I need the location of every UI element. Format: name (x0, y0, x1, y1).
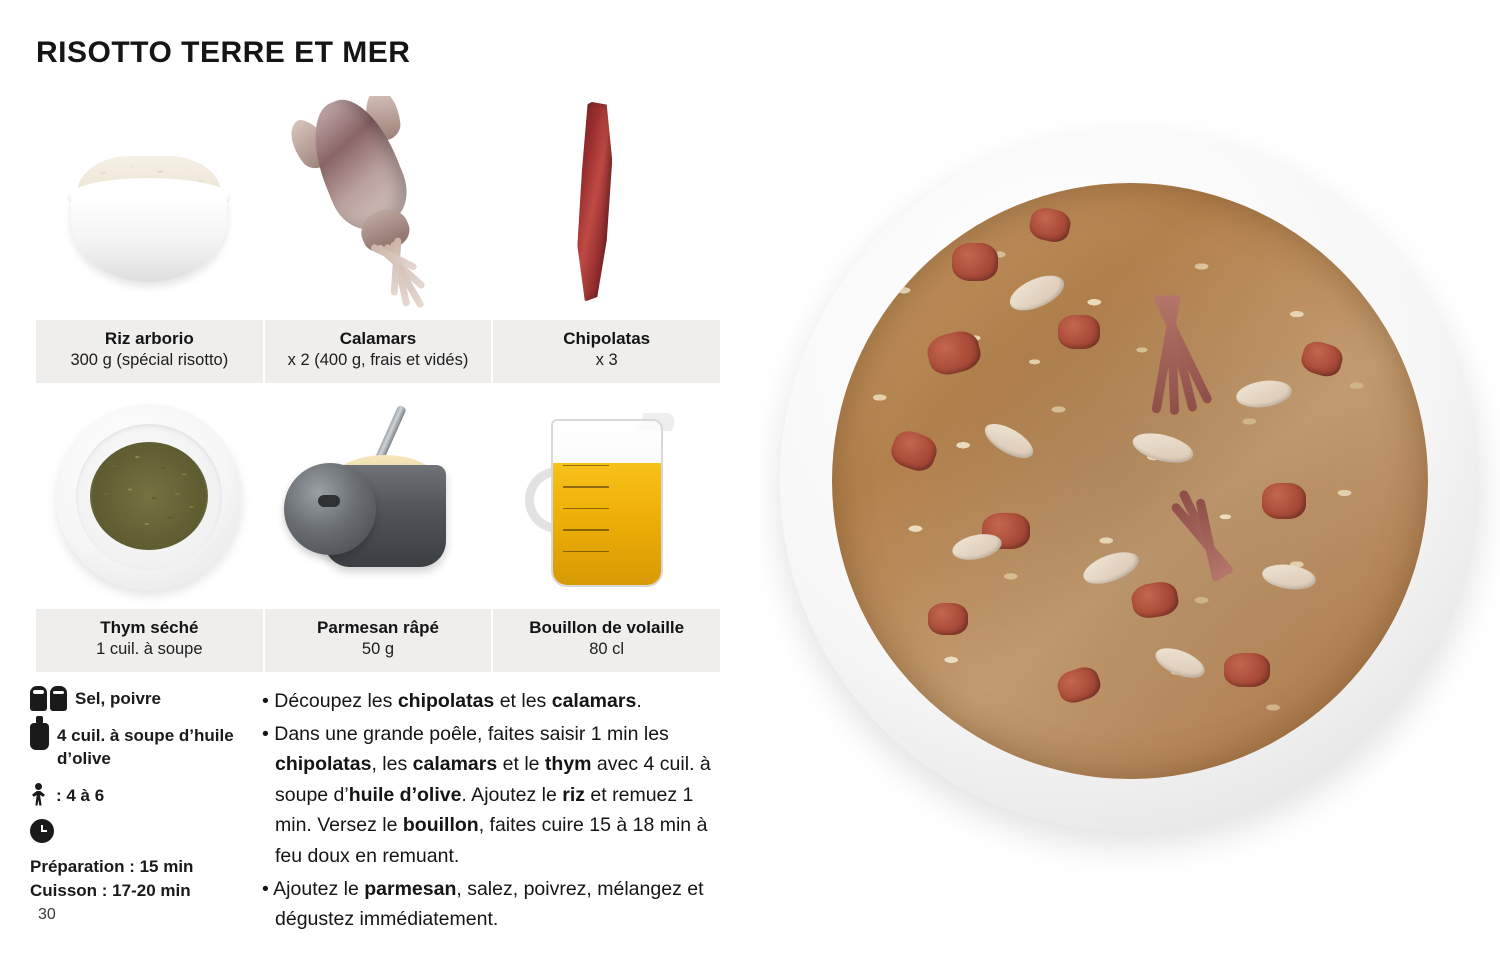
ingredient-name: Bouillon de volaille (529, 618, 685, 638)
ingredient-caption (493, 609, 720, 672)
squid-icon (265, 96, 492, 320)
recipe-meta (30, 686, 242, 903)
page-number: 30 (38, 906, 56, 923)
ingredient-quantity: 80 cl (589, 639, 625, 658)
ingredient-caption (36, 609, 263, 672)
sausage-piece (1262, 483, 1306, 519)
rice-bowl-icon (36, 96, 263, 320)
risotto-surface (832, 183, 1428, 779)
ingredient-caption (493, 320, 720, 383)
salt-pepper-shaker-icon (30, 686, 67, 711)
sausage-piece (928, 603, 968, 635)
seasoning-label: Sel, poivre (75, 689, 161, 708)
ingredient-quantity: x 3 (595, 350, 618, 369)
ingredient-quantity: x 2 (400 g, frais et vidés) (287, 350, 469, 369)
ingredient-quantity: 1 cuil. à soupe (96, 639, 203, 658)
seasoning-row (30, 686, 242, 711)
sausage-piece (952, 243, 998, 281)
ingredient-caption (265, 609, 492, 672)
squid-tentacles (1132, 295, 1196, 445)
ingredient-quantity: 50 g (361, 639, 395, 658)
page-title: RISOTTO TERRE ET MER (36, 36, 411, 69)
sausage-icon (493, 96, 720, 320)
olive-oil-label: 4 cuil. à soupe d’huile d’olive (57, 726, 234, 768)
thyme-plate-icon (36, 385, 263, 609)
ingredient-name: Calamars (339, 329, 417, 349)
sausage-piece (1224, 653, 1270, 687)
instruction-step: • Ajoutez le parmesan, salez, poivrez, mélangez et dégustez immédiatement. (262, 877, 704, 931)
ingredients-grid (36, 96, 720, 672)
clock-icon (30, 819, 54, 843)
ingredient-caption (36, 320, 263, 383)
timing-row (30, 819, 242, 843)
broth-jug-icon (493, 385, 720, 609)
ingredient-quantity: 300 g (spécial risotto) (70, 350, 229, 369)
ingredient-name: Riz arborio (104, 329, 194, 349)
instructions-list (262, 686, 722, 937)
ingredient-card-broth (493, 385, 720, 672)
ingredient-card-rice (36, 96, 263, 383)
ingredient-card-squid (265, 96, 492, 383)
dish-photo (760, 0, 1500, 962)
oil-bottle-icon (30, 723, 49, 750)
servings-label: : 4 à 6 (56, 785, 105, 805)
ingredient-card-thyme (36, 385, 263, 672)
ingredient-card-parmesan (265, 385, 492, 672)
person-icon (30, 783, 48, 807)
instruction-step: • Dans une grande poêle, faites saisir 1 min les chipolatas, les calamars et le thym avec 4 cuil. à soupe d’huile d’olive. Ajoutez le riz et remuez 1 min. Versez le bouillon, faites cuire 15 à 18 min à feu doux en remuant. (262, 722, 711, 868)
servings-row (30, 783, 242, 808)
instruction-step: • Découpez les chipolatas et les calamars. (262, 690, 642, 712)
rice-texture (832, 183, 1428, 779)
cooking-time: Cuisson : 17-20 min (30, 881, 191, 901)
ingredient-name: Thym séché (100, 618, 199, 638)
ingredient-caption (265, 320, 492, 383)
ingredient-name: Chipolatas (563, 329, 651, 349)
preparation-time: Préparation : 15 min (30, 857, 194, 877)
ingredient-card-chipolatas (493, 96, 720, 383)
ingredient-name: Parmesan râpé (317, 618, 439, 638)
olive-oil-row (30, 723, 242, 771)
grated-parmesan-icon (265, 385, 492, 609)
sausage-piece (1058, 315, 1100, 349)
